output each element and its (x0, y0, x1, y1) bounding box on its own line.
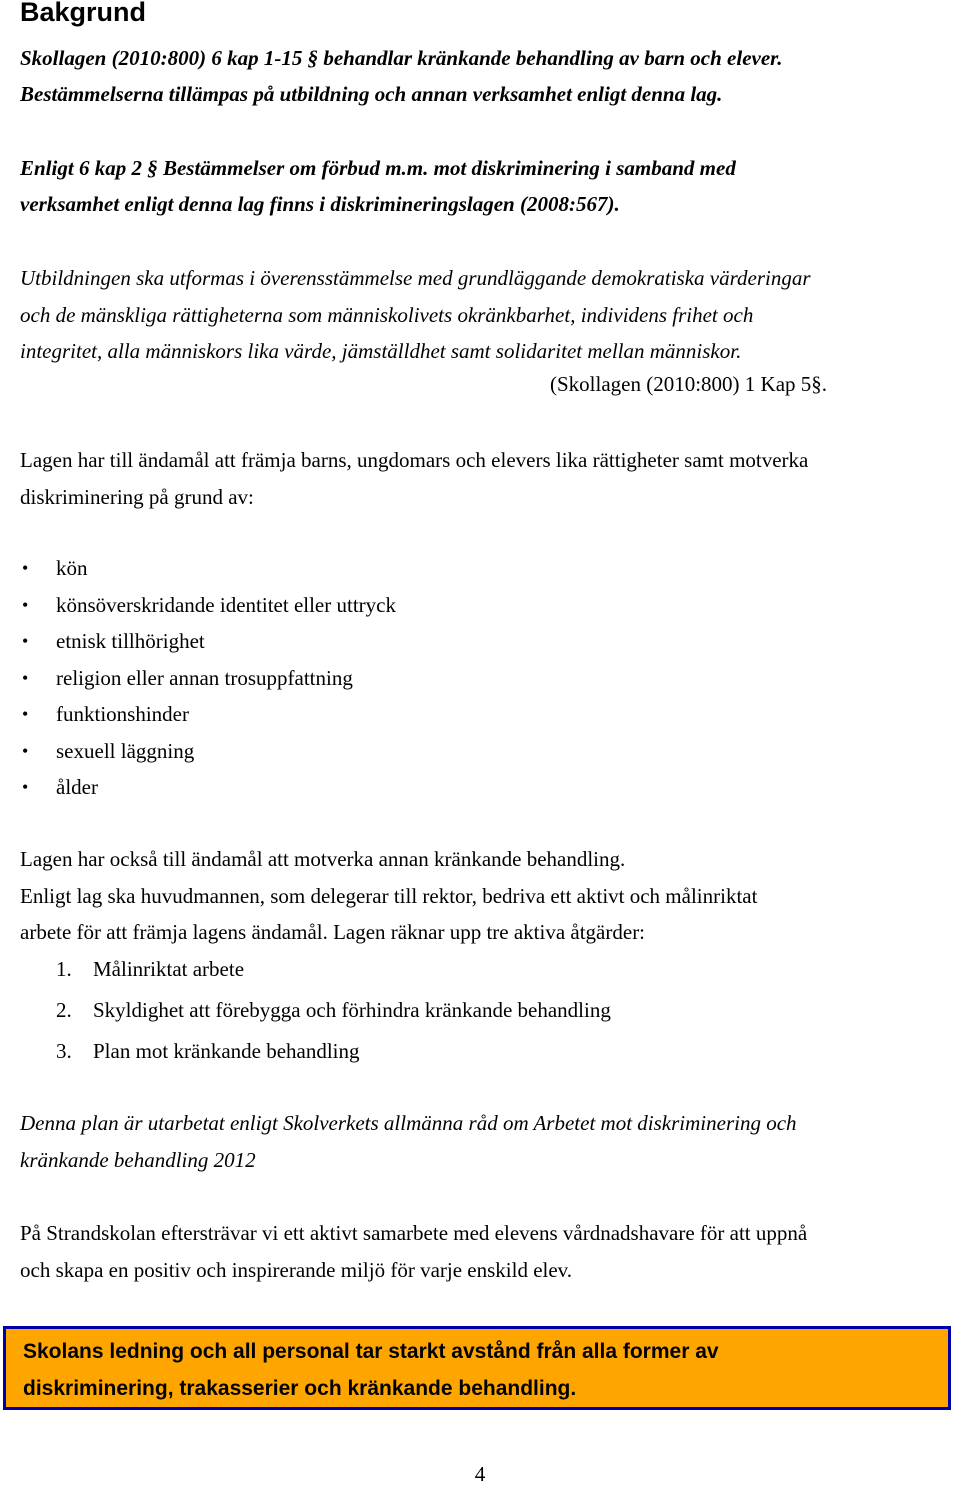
paragraph-guidelines (20, 1105, 797, 1179)
section-heading: Bakgrund (20, 0, 147, 27)
bullet-icon: • (22, 740, 29, 761)
list-item-label: religion eller annan trosuppfattning (56, 665, 353, 690)
text-line: integritet, alla människors lika värde, jämställdhet samt solidaritet mellan människor. (20, 339, 742, 363)
text-line: verksamhet enligt denna lag finns i diskrimineringslagen (2008:567). (20, 192, 620, 216)
text-line: diskriminering, trakasserier och kränkande behandling. (23, 1377, 577, 1400)
text-line: Lagen har också till ändamål att motverka annan kränkande behandling. (20, 847, 626, 871)
text-line: Enligt lag ska huvudmannen, som delegerar till rektor, bedriva ett aktivt och målinriktat (20, 883, 758, 908)
text-line: diskriminering på grund av: (20, 484, 254, 509)
paragraph-purpose (20, 442, 808, 515)
list-item (20, 733, 396, 770)
text-line: Utbildningen ska utformas i överensstämmelse med grundläggande demokratiska värderingar (20, 266, 811, 290)
bullet-icon: • (22, 558, 29, 578)
text-line: Denna plan är utarbetat enligt Skolverkets allmänna råd om Arbetet mot diskriminering och (20, 1111, 797, 1135)
text-line: På Strandskolan eftersträvar vi ett aktivt samarbete med elevens vårdnadshavare för att uppnå (20, 1221, 808, 1245)
list-item (20, 696, 396, 733)
list-item (20, 769, 396, 806)
text-line: arbete för att främja lagens ändamål. Lagen räknar upp tre aktiva åtgärder: (20, 920, 646, 944)
list-item-label: etnisk tillhörighet (56, 629, 205, 653)
text-line: och skapa en positiv och inspirerande miljö för varje enskild elev. (20, 1258, 573, 1282)
bullet-icon: • (22, 704, 29, 724)
paragraph-strandskolan (20, 1215, 807, 1289)
paragraph-active-measures (20, 841, 757, 951)
item-label: Plan mot kränkande behandling (93, 1039, 360, 1063)
list-item (20, 587, 396, 624)
numbered-item (56, 992, 611, 1033)
list-item (20, 623, 396, 660)
callout-box (3, 1326, 951, 1410)
item-number: 1. (56, 957, 72, 981)
text-line: Lagen har till ändamål att främja barns, ungdomars och elevers lika rättigheter samt motverka (20, 448, 809, 472)
page-number: 4 (474, 1462, 486, 1486)
item-label: Skyldighet att förebygga och förhindra kränkande behandling (93, 998, 611, 1022)
quote-reference: (Skollagen (2010:800) 1 Kap 5§. (550, 372, 828, 396)
item-label: Målinriktat arbete (93, 957, 245, 981)
paragraph-school-law (20, 40, 782, 112)
list-item-label: sexuell läggning (56, 738, 195, 763)
item-number: 3. (56, 1039, 72, 1063)
list-item (20, 550, 396, 587)
text-line: Bestämmelserna tillämpas på utbildning och annan verksamhet enligt denna lag. (20, 82, 723, 106)
text-line: kränkande behandling 2012 (20, 1148, 256, 1172)
bullet-icon: • (22, 631, 29, 651)
list-item-label: funktionshinder (56, 702, 189, 726)
list-item-label: ålder (56, 775, 98, 799)
list-item-label: kön (56, 556, 88, 580)
numbered-item (56, 951, 611, 992)
paragraph-discrimination-law (20, 150, 736, 222)
bullet-icon: • (22, 777, 29, 797)
text-line: Skolans ledning och all personal tar starkt avstånd från alla former av (23, 1340, 719, 1363)
discrimination-grounds-list (20, 550, 396, 806)
text-line: Skollagen (2010:800) 6 kap 1-15 § behandlar kränkande behandling av barn och elever. (20, 46, 783, 70)
text-line: Enligt 6 kap 2 § Bestämmelser om förbud m.m. mot diskriminering i samband med (20, 156, 736, 180)
item-number: 2. (56, 998, 72, 1022)
bullet-icon: • (22, 594, 29, 615)
list-item-label: könsöverskridande identitet eller uttryck (56, 592, 396, 617)
list-item (20, 660, 396, 697)
callout-text (23, 1333, 719, 1407)
text-line: och de mänskliga rättigheterna som människolivets okränkbarhet, individens frihet och (20, 302, 754, 327)
bullet-icon: • (22, 667, 29, 688)
numbered-item (56, 1033, 611, 1074)
quote-paragraph (20, 260, 811, 370)
measures-list (56, 951, 611, 1074)
